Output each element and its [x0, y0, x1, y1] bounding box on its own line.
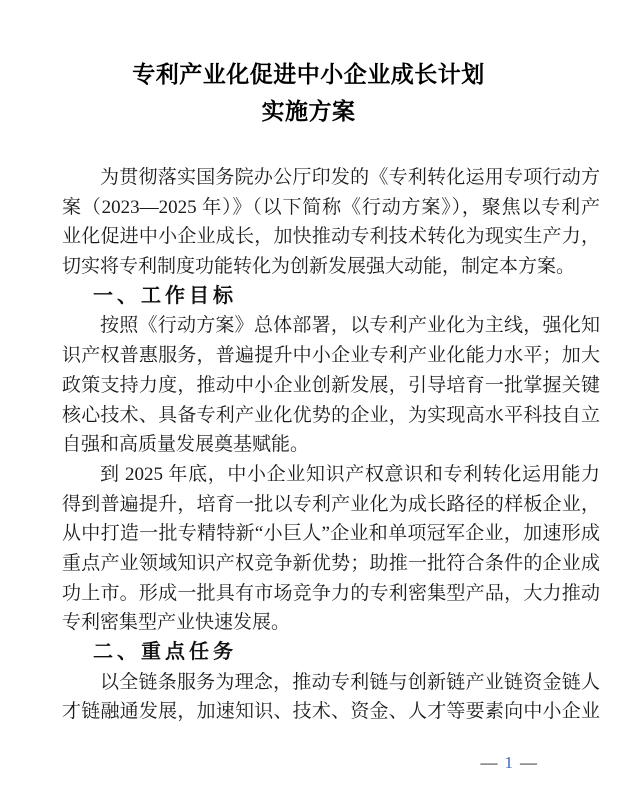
- paragraph-3-line-3: 从中打造一批专精特新“小巨人”企业和单项冠军企业，加速形成: [62, 523, 600, 545]
- title-line-2: 实施方案: [261, 99, 356, 124]
- paragraph-3-line-6: 专利密集型产业快速发展。: [62, 612, 291, 634]
- paragraph-1-line-3: 业化促进中小企业成长，加快推动专利技术转化为现实生产力，: [62, 226, 600, 248]
- paragraph-1-line-4: 切实将专利制度功能转化为创新发展强大动能，制定本方案。: [62, 256, 576, 278]
- section-heading-2: 二、重点任务: [93, 641, 237, 663]
- paragraph-2-line-1: 按照《行动方案》总体部署，以专利产业化为主线，强化知: [100, 315, 600, 337]
- page-number-value: 1: [504, 753, 513, 773]
- section-heading-1: 一、工作目标: [93, 284, 237, 307]
- paragraph-2-line-4: 核心技术、具备专利产业化优势的企业，为实现高水平科技自立: [62, 404, 600, 426]
- paragraph-2-line-3: 政策支持力度，推动中小企业创新发展，引导培育一批掌握关键: [62, 374, 600, 396]
- paragraph-3-line-4: 重点产业领域知识产权竞争新优势；助推一批符合条件的企业成: [62, 552, 600, 574]
- paragraph-4-line-2: 才链融通发展，加速知识、技术、资金、人才等要素向中小企业: [62, 701, 600, 723]
- paragraph-4-line-1: 以全链条服务为理念，推动专利链与创新链产业链资金链人: [100, 671, 600, 693]
- page-number-dash-left: —: [480, 753, 498, 773]
- paragraph-3-line-5: 功上市。形成一批具有市场竞争力的专利密集型产品，大力推动: [62, 582, 600, 604]
- paragraph-3-line-1: 到 2025 年底，中小企业知识产权意识和专利转化运用能力: [100, 463, 600, 485]
- paragraph-2-line-5: 自强和高质量发展奠基赋能。: [62, 434, 310, 456]
- page-number-dash-right: —: [520, 753, 537, 773]
- title-line-1: 专利产业化促进中小企业成长计划: [132, 62, 485, 87]
- page-number: [0, 753, 617, 773]
- paragraph-3-line-2: 得到普遍提升，培育一批以专利产业化为成长路径的样板企业，: [62, 493, 600, 515]
- paragraph-1-line-2: 案（2023—2025 年）》（以下简称《行动方案》），聚焦以专利产: [62, 196, 600, 218]
- document-title: [0, 56, 617, 130]
- paragraph-2-line-2: 识产权普惠服务，普遍提升中小企业专利产业化能力水平；加大: [62, 345, 600, 367]
- document-body: [0, 163, 617, 727]
- paragraph-1-line-1: 为贯彻落实国务院办公厅印发的《专利转化运用专项行动方: [100, 167, 600, 188]
